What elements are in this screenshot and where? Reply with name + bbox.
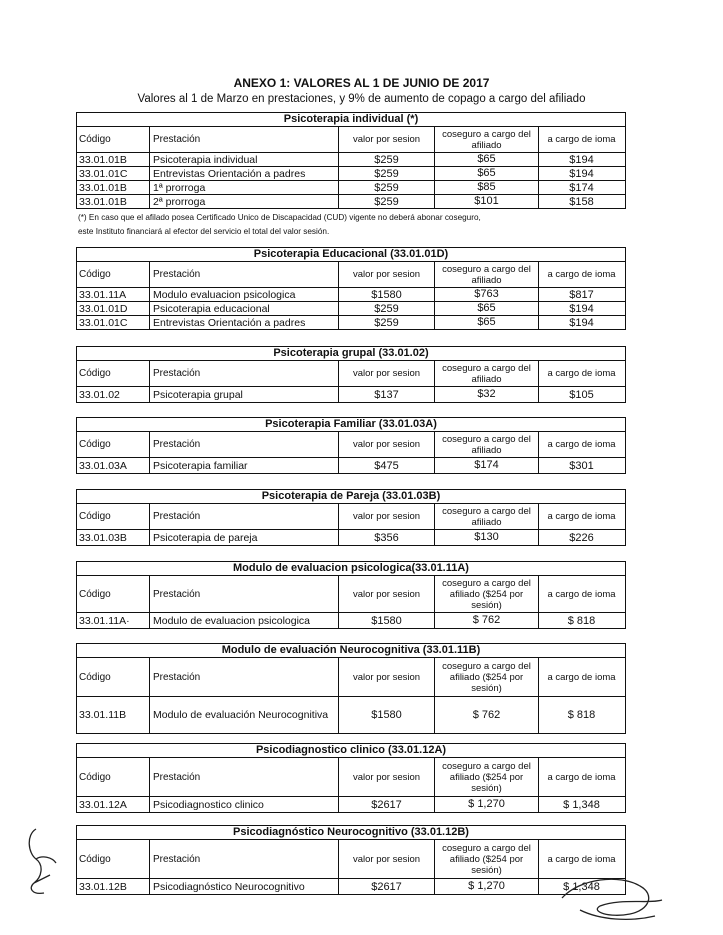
cell-codigo: 33.01.03A: [77, 458, 150, 473]
table-header-row: [77, 127, 625, 153]
cell-coseguro: $ 1,270: [435, 797, 539, 812]
table-row: [77, 288, 625, 302]
header-valor: valor por sesion: [339, 840, 435, 878]
cell-valor: $137: [339, 387, 435, 402]
table-psicoterapia-educacional: [76, 247, 626, 330]
cell-codigo: 33.01.01C: [77, 316, 150, 329]
cell-coseguro: $ 762: [435, 613, 539, 628]
cell-ioma: $194: [569, 153, 594, 166]
document-subtitle: Valores al 1 de Marzo en prestaciones, y 9% de aumento de copago a cargo del afiliado: [137, 93, 586, 105]
header-codigo: Código: [77, 432, 150, 457]
cell-codigo: 33.01.01B: [77, 181, 150, 194]
table-row: [77, 697, 625, 733]
cell-codigo: 33.01.11B: [77, 697, 150, 733]
cell-codigo: 33.01.01D: [77, 302, 150, 315]
table-title: Psicoterapia de Pareja (33.01.03B): [77, 490, 625, 504]
header-codigo: Código: [77, 127, 150, 152]
header-prestacion: Prestación: [150, 262, 339, 287]
header-codigo: Código: [77, 840, 150, 878]
header-codigo: Código: [77, 658, 150, 696]
table-header-row: [77, 432, 625, 458]
cell-ioma: $194: [569, 167, 594, 180]
cell-valor: $2617: [339, 797, 435, 812]
table-header-row: [77, 840, 625, 879]
signature-mark-right: [560, 870, 665, 925]
cell-codigo: 33.01.02: [77, 387, 150, 402]
table-psicoterapia-pareja: [76, 489, 626, 546]
header-valor: valor por sesion: [339, 262, 435, 287]
cell-coseguro: $85: [435, 181, 539, 194]
table-psicoterapia-familiar: [76, 417, 626, 474]
cell-coseguro: $65: [435, 302, 539, 315]
cell-ioma: $ 818: [567, 709, 596, 721]
header-codigo: Código: [77, 504, 150, 529]
header-coseguro: coseguro a cargo del afiliado ($254 por sesión): [435, 758, 539, 796]
cell-valor: $259: [339, 302, 435, 315]
cell-codigo: 33.01.01B: [77, 195, 150, 208]
header-prestacion: Prestación: [150, 361, 339, 386]
cell-prestacion: Psicodiagnostico clinico: [150, 797, 339, 812]
table-row: [77, 458, 625, 473]
cell-valor: $356: [339, 530, 435, 545]
table-title: Modulo de evaluación Neurocognitiva (33.01.11B): [77, 644, 625, 658]
cell-valor: $259: [339, 181, 435, 194]
header-cargo-ioma: a cargo de ioma: [547, 134, 616, 145]
header-coseguro: coseguro a cargo del afiliado ($254 por sesión): [435, 658, 539, 696]
header-prestacion: Prestación: [150, 658, 339, 696]
header-codigo: Código: [77, 361, 150, 386]
table-psicoterapia-grupal: [76, 346, 626, 403]
header-prestacion: Prestación: [150, 576, 339, 612]
table-header-row: [77, 758, 625, 797]
cell-valor: $1580: [339, 288, 435, 301]
cell-ioma: $ 1,348: [563, 880, 600, 893]
table-psicodiagnostico-neurocognitivo: [76, 825, 626, 895]
table-header-row: [77, 262, 625, 288]
table-title: Modulo de evaluacion psicologica(33.01.11A): [77, 562, 625, 576]
cell-codigo: 33.01.11A·: [77, 613, 150, 628]
header-cargo-ioma: a cargo de ioma: [547, 511, 616, 522]
cell-prestacion: Psicoterapia de pareja: [150, 530, 339, 545]
header-coseguro: coseguro a cargo del afiliado: [435, 127, 539, 152]
table-row: [77, 879, 625, 894]
cell-valor: $1580: [339, 613, 435, 628]
cell-ioma: $817: [569, 288, 594, 301]
table-row: [77, 797, 625, 812]
cell-prestacion: Psicoterapia individual: [150, 153, 339, 166]
cell-codigo: 33.01.01B: [77, 153, 150, 166]
table-title: Psicoterapia Educacional (33.01.01D): [77, 248, 625, 262]
cell-codigo: 33.01.03B: [77, 530, 150, 545]
table-modulo-evaluacion-neurocognitiva: [76, 643, 626, 734]
cell-codigo: 33.01.11A: [77, 288, 150, 301]
table-header-row: [77, 361, 625, 387]
cell-coseguro: $65: [435, 316, 539, 329]
cell-ioma: $226: [569, 531, 594, 544]
header-cargo-ioma: a cargo de ioma: [547, 588, 616, 600]
header-cargo-ioma: a cargo de ioma: [547, 771, 616, 783]
signature-mark-left: [22, 825, 62, 900]
header-coseguro: coseguro a cargo del afiliado: [435, 262, 539, 287]
cell-codigo: 33.01.12B: [77, 879, 150, 894]
cell-coseguro: $65: [435, 153, 539, 166]
header-valor: valor por sesion: [339, 758, 435, 796]
cell-coseguro: $130: [435, 530, 539, 545]
cell-prestacion: Modulo evaluacion psicologica: [150, 288, 339, 301]
cell-coseguro: $65: [435, 167, 539, 180]
cell-valor: $259: [339, 195, 435, 208]
table-psicoterapia-individual: [76, 112, 626, 209]
header-coseguro: coseguro a cargo del afiliado ($254 por sesión): [435, 576, 539, 612]
header-valor: valor por sesion: [339, 504, 435, 529]
table-row: [77, 195, 625, 208]
table-row: [77, 316, 625, 329]
header-prestacion: Prestación: [150, 432, 339, 457]
header-cargo-ioma: a cargo de ioma: [547, 671, 616, 683]
header-prestacion: Prestación: [150, 127, 339, 152]
header-coseguro: coseguro a cargo del afiliado ($254 por sesión): [435, 840, 539, 878]
header-prestacion: Prestación: [150, 758, 339, 796]
cell-valor: $259: [339, 167, 435, 180]
cell-ioma: $301: [569, 459, 594, 472]
table-row: [77, 613, 625, 628]
header-cargo-ioma: a cargo de ioma: [547, 269, 616, 280]
header-prestacion: Prestación: [150, 504, 339, 529]
cell-prestacion: Psicoterapia familiar: [150, 458, 339, 473]
table-row: [77, 530, 625, 545]
cell-ioma: $ 818: [567, 614, 596, 627]
cell-ioma: $ 1,348: [563, 798, 600, 811]
cell-prestacion: Modulo de evaluacion psicologica: [150, 613, 339, 628]
header-valor: valor por sesion: [339, 361, 435, 386]
table-title: Psicodiagnostico clinico (33.01.12A): [77, 744, 625, 758]
table-row: [77, 387, 625, 402]
header-valor: valor por sesion: [339, 127, 435, 152]
table-title: Psicoterapia Familiar (33.01.03A): [77, 418, 625, 432]
table-modulo-evaluacion-psicologica: [76, 561, 626, 629]
cell-prestacion: Psicoterapia educacional: [150, 302, 339, 315]
footnote-line-2: este Instituto financiará al efector del servicio el total del valor sesión.: [78, 227, 330, 236]
table-title: Psicodiagnóstico Neurocognitivo (33.01.12B): [77, 826, 625, 840]
header-cargo-ioma: a cargo de ioma: [547, 439, 616, 450]
table-header-row: [77, 658, 625, 697]
header-coseguro: coseguro a cargo del afiliado: [435, 504, 539, 529]
header-cargo-ioma: a cargo de ioma: [547, 853, 616, 865]
cell-coseguro: $32: [435, 387, 539, 402]
header-prestacion: Prestación: [150, 840, 339, 878]
header-codigo: Código: [77, 576, 150, 612]
table-title: Psicoterapia individual (*): [77, 113, 625, 127]
document-title: ANEXO 1: VALORES AL 1 DE JUNIO DE 2017: [233, 76, 490, 90]
table-psicodiagnostico-clinico: [76, 743, 626, 813]
cell-valor: $259: [339, 153, 435, 166]
header-valor: valor por sesion: [339, 432, 435, 457]
cell-prestacion: 2ª prorroga: [150, 195, 339, 208]
cell-valor: $1580: [339, 697, 435, 733]
footnote-line-1: (*) En caso que el afilado posea Certificado Unico de Discapacidad (CUD) vigente no deberá abonar coseguro,: [78, 213, 481, 222]
cell-ioma: $194: [569, 302, 594, 315]
cell-valor: $475: [339, 458, 435, 473]
cell-coseguro: $174: [435, 458, 539, 473]
cell-valor: $259: [339, 316, 435, 329]
cell-prestacion: 1ª prorroga: [150, 181, 339, 194]
header-codigo: Código: [77, 262, 150, 287]
cell-valor: $2617: [339, 879, 435, 894]
cell-prestacion: Entrevistas Orientación a padres: [150, 167, 339, 180]
table-row: [77, 153, 625, 167]
header-coseguro: coseguro a cargo del afiliado: [435, 361, 539, 386]
header-valor: valor por sesion: [339, 658, 435, 696]
table-row: [77, 167, 625, 181]
header-valor: valor por sesion: [339, 576, 435, 612]
cell-ioma: $174: [569, 181, 594, 194]
cell-ioma: $105: [569, 388, 594, 401]
cell-prestacion: Entrevistas Orientación a padres: [150, 316, 339, 329]
table-header-row: [77, 576, 625, 613]
table-row: [77, 302, 625, 316]
header-codigo: Código: [77, 758, 150, 796]
cell-codigo: 33.01.01C: [77, 167, 150, 180]
cell-prestacion: Psicoterapia grupal: [150, 387, 339, 402]
cell-coseguro: $763: [435, 288, 539, 301]
cell-ioma: $158: [569, 195, 594, 208]
header-cargo-ioma: a cargo de ioma: [547, 368, 616, 379]
table-title: Psicoterapia grupal (33.01.02): [77, 347, 625, 361]
cell-coseguro: $ 1,270: [435, 879, 539, 894]
cell-prestacion: Modulo de evaluación Neurocognitiva: [150, 697, 339, 733]
header-coseguro: coseguro a cargo del afiliado: [435, 432, 539, 457]
cell-codigo: 33.01.12A: [77, 797, 150, 812]
cell-prestacion: Psicodiagnóstico Neurocognitivo: [150, 879, 339, 894]
cell-ioma: $194: [569, 316, 594, 329]
table-header-row: [77, 504, 625, 530]
cell-coseguro: $101: [435, 195, 539, 208]
table-row: [77, 181, 625, 195]
cell-coseguro: $ 762: [435, 697, 539, 733]
